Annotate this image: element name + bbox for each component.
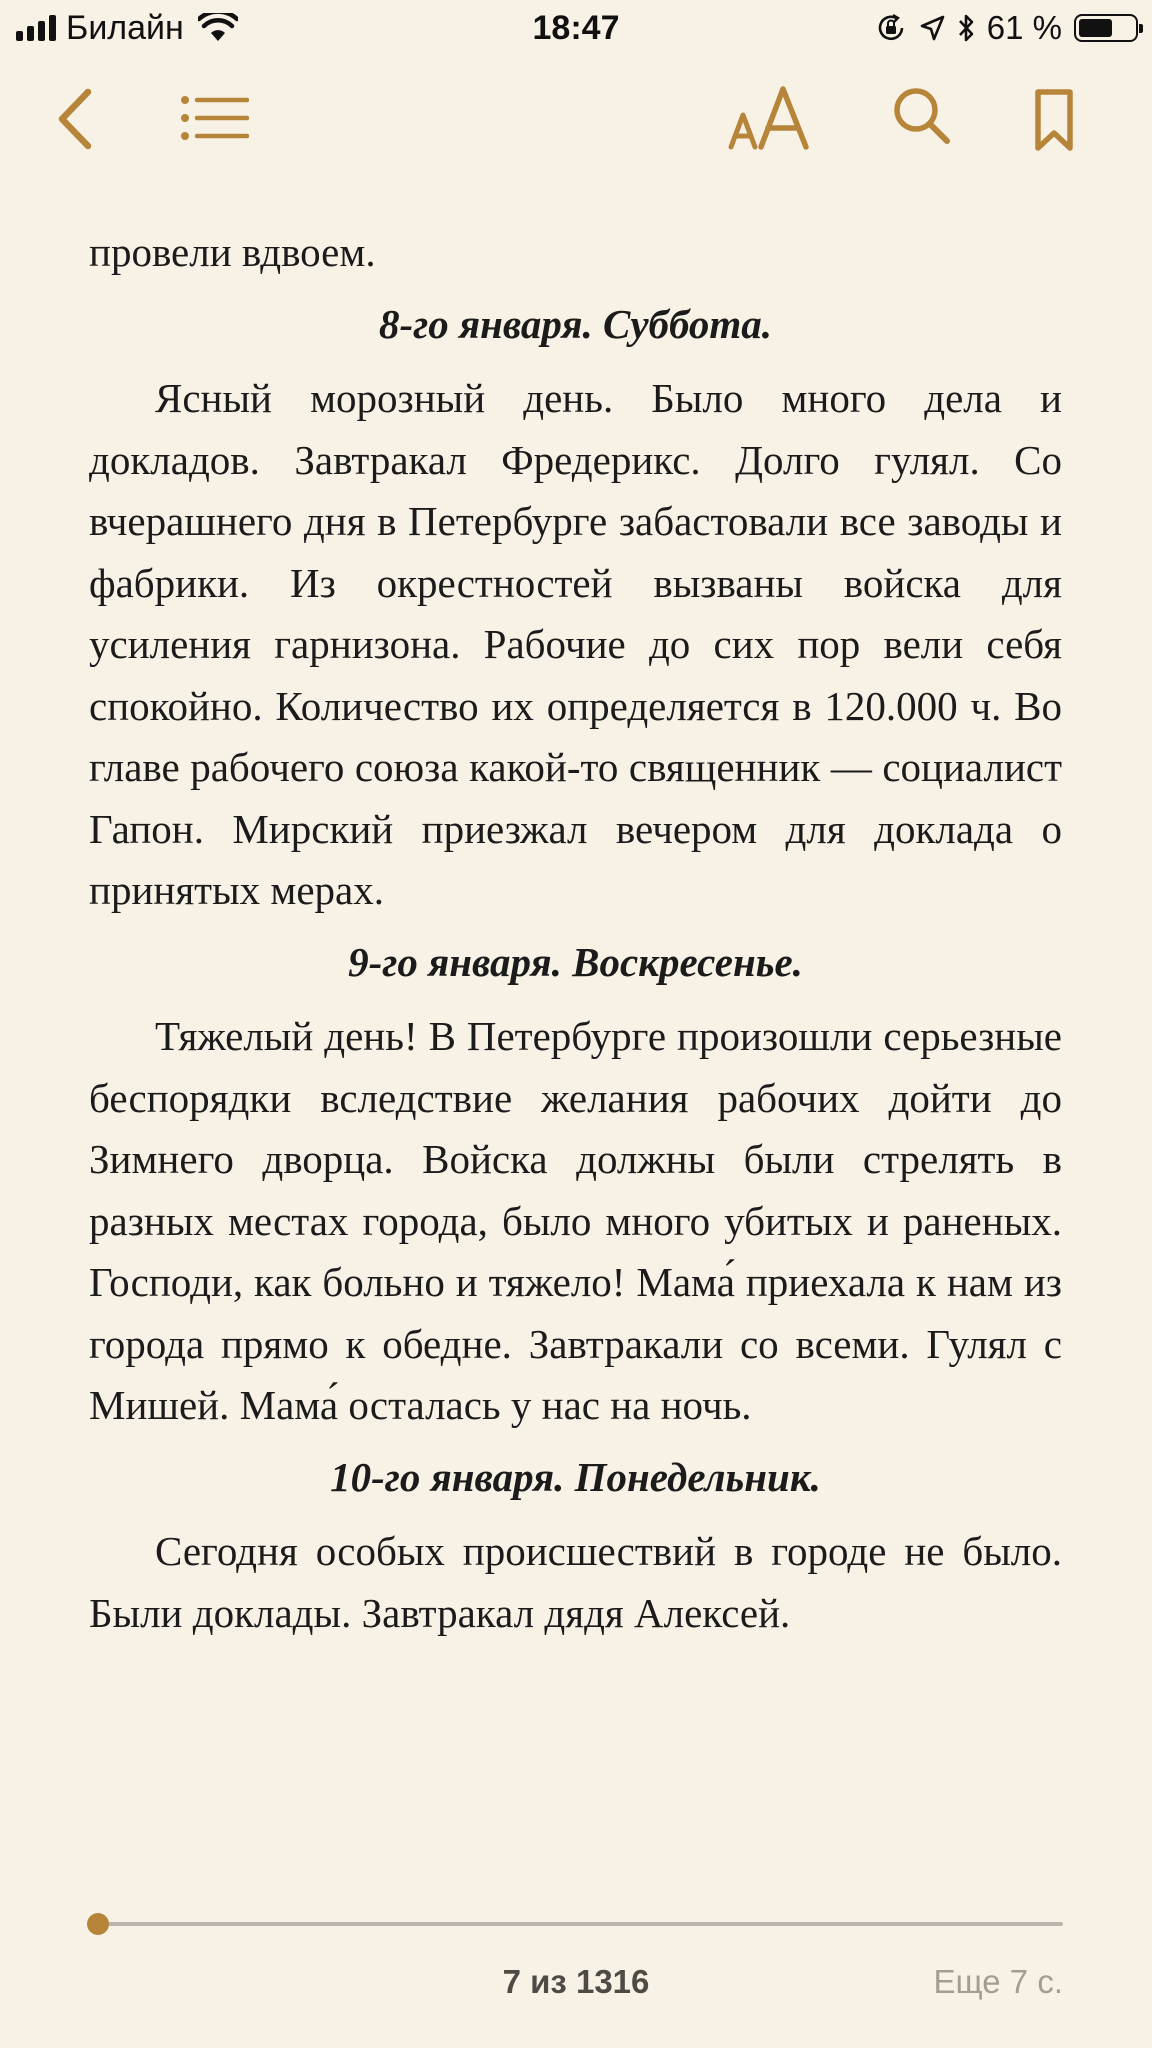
orientation-lock-icon bbox=[875, 12, 907, 44]
status-bar bbox=[0, 0, 1152, 58]
back-chevron-icon bbox=[54, 88, 94, 150]
battery-icon bbox=[1074, 14, 1138, 42]
status-time: 18:47 bbox=[532, 9, 620, 47]
entry-text: Тяжелый день! В Петербурге произошли серьезные беспорядки вследствие желания рабочих дойти до Зимнего дворца. Войска должны были стрелять в разных местах города, было много убитых и раненых. Господи, как больно и тяжело! Мама́ приехала к нам из города прямо к обедне. Завтракали со всеми. Гулял с Мишей. Мама́ осталась у нас на ночь. bbox=[89, 1013, 1062, 1428]
entry-text: Сегодня особых происшествий в городе не было. Были доклады. Завтракал дядя Алексей. bbox=[89, 1528, 1062, 1636]
entry-text: Ясный морозный день. Было много дела и докладов. Завтракал Фредерикс. Долго гулял. Со вчерашнего дня в Петербурге забастовали все заводы и фабрики. Из окрестностей вызваны войска для усиления гарнизона. Рабочие до сих пор вели себя спокойно. Количество их определяется в 120.000 ч. Во главе рабочего союза какой-то священник — социалист Гапон. Мирский приезжал вечером для доклада о принятых мерах. bbox=[89, 375, 1062, 913]
opening-line: провели вдвоем. bbox=[89, 229, 376, 275]
battery-level bbox=[1079, 19, 1112, 37]
status-right bbox=[875, 6, 1138, 50]
font-size-button[interactable] bbox=[728, 78, 812, 158]
progress-slider-knob[interactable] bbox=[87, 1913, 109, 1935]
back-button[interactable] bbox=[46, 84, 102, 154]
battery-percent: 61 % bbox=[986, 9, 1062, 46]
bluetooth-icon bbox=[957, 12, 975, 44]
entry-heading: 8-го января. Суббота. bbox=[378, 300, 773, 347]
bookmark-button[interactable] bbox=[1030, 84, 1078, 156]
entry-heading: 9-го января. Воскресенье. bbox=[348, 938, 803, 985]
table-of-contents-button[interactable] bbox=[178, 88, 250, 148]
search-button[interactable] bbox=[890, 84, 954, 148]
page-counter: 7 из 1316 bbox=[502, 1963, 650, 2000]
pages-remaining: Еще 7 с. bbox=[933, 1963, 1063, 2000]
bookmark-icon bbox=[1032, 88, 1076, 152]
reader-toolbar bbox=[0, 70, 1152, 170]
table-of-contents-icon bbox=[179, 94, 249, 142]
location-arrow-icon bbox=[919, 14, 945, 42]
font-size-icon bbox=[728, 83, 812, 153]
search-icon bbox=[892, 86, 952, 146]
carrier-name: Билайн bbox=[66, 8, 184, 47]
book-page bbox=[89, 222, 1062, 1644]
entry-heading: 10-го января. Понедельник. bbox=[330, 1453, 821, 1500]
reading-progress-slider[interactable] bbox=[93, 1922, 1063, 1926]
